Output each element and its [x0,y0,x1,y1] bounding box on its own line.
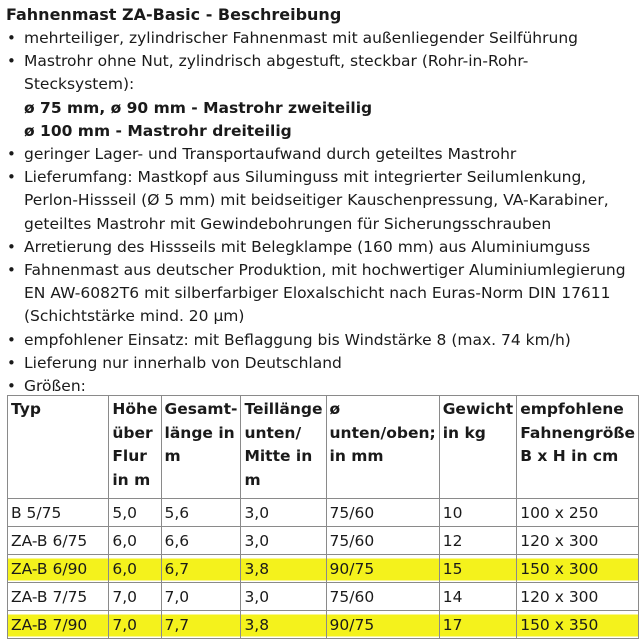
bullet-icon: • [7,168,16,187]
list-item-text: Lieferung nur innerhalb von Deutschland [24,353,342,372]
cell-gesamtlaenge: 6,7 [161,555,241,583]
cell-gewicht: 15 [439,555,517,583]
bullet-icon: • [7,145,16,164]
cell-typ: ZA-B 6/90 [8,555,109,583]
cell-gesamtlaenge: 5,6 [161,499,241,527]
cell-gewicht: 10 [439,499,517,527]
table-row [8,527,639,555]
col-header-fahnengroesse: empfohlene Fahnengröße B x H in cm [517,396,639,499]
cell-teillaenge: 3,0 [241,499,326,527]
description-list [6,27,636,398]
list-item [6,352,636,375]
cell-hoehe: 5,0 [109,499,161,527]
cell-typ: ZA-B 7/90 [8,611,109,639]
bullet-icon: • [7,353,16,372]
cell-teillaenge: 3,0 [241,527,326,555]
list-item-text: Lieferumfang: Mastkopf aus Siluminguss mit integrierter Seilumlenkung, Perlon-Hissseil (Ø 5 mm) mit beidseitiger Kauschenpressung, VA-Karabiner, geteiltes Mastrohr mit Gewindebohrungen für Sicherungsschrauben [24,168,609,233]
cell-hoehe: 6,0 [109,555,161,583]
cell-teillaenge: 3,8 [241,555,326,583]
list-item [6,50,636,96]
table-row [8,583,639,611]
cell-typ: ZA-B 7/75 [8,583,109,611]
col-header-teillaenge: Teillänge unten/ Mitte in m [241,396,326,499]
cell-hoehe: 7,0 [109,611,161,639]
cell-fahnengroesse: 120 x 300 [517,527,639,555]
col-header-hoehe: Höhe über Flur in m [109,396,161,499]
col-header-gewicht: Gewicht in kg [439,396,517,499]
table-header-row [8,396,639,499]
cell-hoehe: 7,0 [109,583,161,611]
cell-gewicht: 17 [439,611,517,639]
cell-hoehe: 6,0 [109,527,161,555]
cell-typ: B 5/75 [8,499,109,527]
cell-gesamtlaenge: 7,0 [161,583,241,611]
list-item-text: mehrteiliger, zylindrischer Fahnenmast mit außenliegender Seilführung [24,29,578,47]
bullet-icon: • [7,261,16,280]
bullet-icon: • [7,330,16,349]
cell-gewicht: 12 [439,527,517,555]
bullet-icon: • [7,52,16,71]
list-item-text: Fahnenmast aus deutscher Produktion, mit hochwertiger Aluminiumlegierung EN AW-6082T6 mit silberfarbiger Eloxalschicht nach Euras-Norm DIN 17611 (Schichtstärke mind. 20 µm) [24,261,626,326]
sub-item: ø 75 mm, ø 90 mm - Mastrohr zweiteilig [24,98,373,117]
cell-gewicht: 14 [439,583,517,611]
page-title: Fahnenmast ZA-Basic - Beschreibung [6,5,342,24]
bullet-icon: • [7,29,16,47]
list-item [6,329,636,352]
table-row-highlighted [8,555,639,583]
col-header-durchmesser: ø unten/oben; in mm [326,396,439,499]
list-item [6,166,636,236]
cell-fahnengroesse: 150 x 300 [517,555,639,583]
list-item-text: Arretierung des Hissseils mit Belegklampe (160 mm) aus Aluminiumguss [24,237,591,256]
cell-fahnengroesse: 100 x 250 [517,499,639,527]
list-item-text: empfohlener Einsatz: mit Beflaggung bis Windstärke 8 (max. 74 km/h) [24,330,571,349]
cell-fahnengroesse: 120 x 300 [517,583,639,611]
col-header-gesamtlaenge: Gesamt-länge in m [161,396,241,499]
table-row [8,499,639,527]
list-item-text: geringer Lager- und Transportaufwand durch geteiltes Mastrohr [24,145,517,164]
bullet-icon: • [7,377,16,396]
sizes-table [7,395,639,639]
cell-durchmesser: 90/75 [326,555,439,583]
list-item-text: Größen: [24,377,86,396]
cell-durchmesser: 90/75 [326,611,439,639]
cell-gesamtlaenge: 6,6 [161,527,241,555]
col-header-typ: Typ [8,396,109,499]
list-item [6,27,636,50]
cell-durchmesser: 75/60 [326,499,439,527]
cell-teillaenge: 3,0 [241,583,326,611]
cell-typ: ZA-B 6/75 [8,527,109,555]
cell-fahnengroesse: 150 x 350 [517,611,639,639]
cell-durchmesser: 75/60 [326,527,439,555]
table-row-highlighted [8,611,639,639]
list-item [6,259,636,329]
list-item [6,236,636,259]
cell-gesamtlaenge: 7,7 [161,611,241,639]
list-item [6,143,636,166]
sub-item: ø 100 mm - Mastrohr dreiteilig [24,121,292,140]
list-item-text: Mastrohr ohne Nut, zylindrisch abgestuft, steckbar (Rohr-in-Rohr-Stecksystem): [24,52,529,94]
cell-teillaenge: 3,8 [241,611,326,639]
cell-durchmesser: 75/60 [326,583,439,611]
bullet-icon: • [7,237,16,256]
